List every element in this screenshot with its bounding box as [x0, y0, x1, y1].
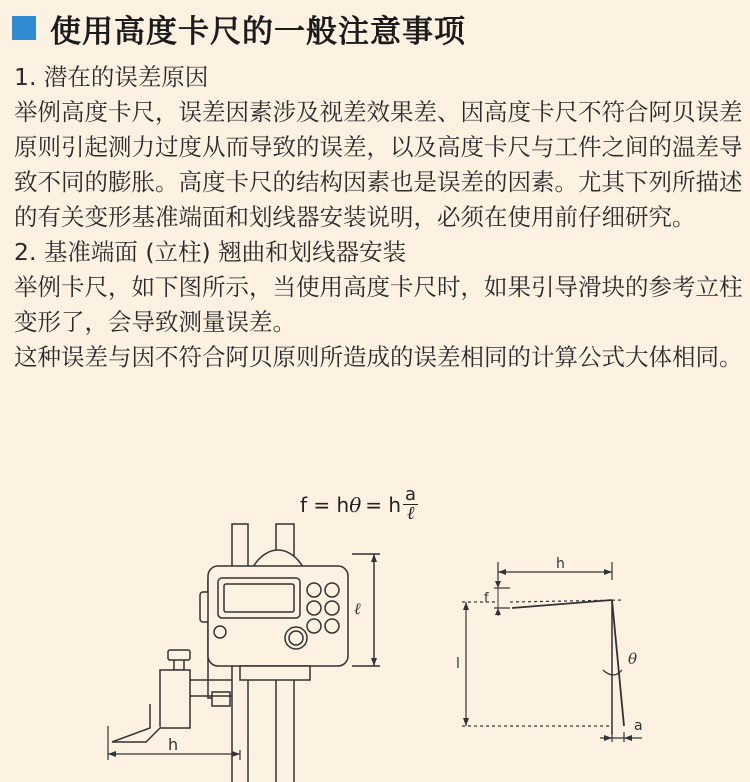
formula-lhs: f = h: [300, 492, 350, 517]
label-theta-right: θ: [628, 650, 638, 668]
body-text: [14, 60, 744, 375]
label-f-right: f: [484, 591, 489, 606]
section-2-paragraph-2: 这种误差与因不符合阿贝原则所造成的误差相同的计算公式大体相同。: [14, 343, 743, 371]
section-2-paragraph-1: 举例卡尺，如下图所示，当使用高度卡尺时，如果引导滑块的参考立柱变形了，会导致测量误差。: [14, 273, 743, 336]
scriber-holder: [160, 670, 190, 728]
scriber: [112, 704, 160, 742]
title-square-icon: [12, 16, 36, 40]
diagram: [0, 520, 750, 782]
section-1-heading: 1. 潜在的误差原因: [14, 63, 209, 91]
section-1-paragraph: 举例高度卡尺，误差因素涉及视差效果差、因高度卡尺不符合阿贝误差原则引起测力过度从而导致的误差，以及高度卡尺与工件之间的温差导致不同的膨胀。高度卡尺的结构因素也是误差的因素。尤其下列所描述的有关变形基准端面和划线器安装说明，必须在使用前仔细研究。: [14, 98, 743, 231]
formula-fraction: [403, 486, 418, 523]
label-h-right: h: [556, 556, 565, 572]
formula-mid: = h: [365, 492, 402, 517]
label-l-left: ℓ: [354, 599, 361, 618]
deformation-diagram: [462, 562, 642, 742]
height-gauge-illustration: [112, 524, 380, 782]
label-a-right: a: [634, 718, 643, 734]
formula-theta: θ: [349, 492, 362, 517]
title-bar: [12, 6, 466, 50]
formula-denominator: ℓ: [406, 503, 415, 524]
section-2-heading: 2. 基准端面 (立柱) 翘曲和划线器安装: [14, 238, 407, 266]
formula-numerator: a: [405, 484, 417, 505]
label-l-right: l: [456, 656, 460, 672]
formula: [300, 486, 418, 523]
label-h-left: h: [168, 735, 179, 754]
page-title: 使用高度卡尺的一般注意事项: [50, 13, 466, 50]
